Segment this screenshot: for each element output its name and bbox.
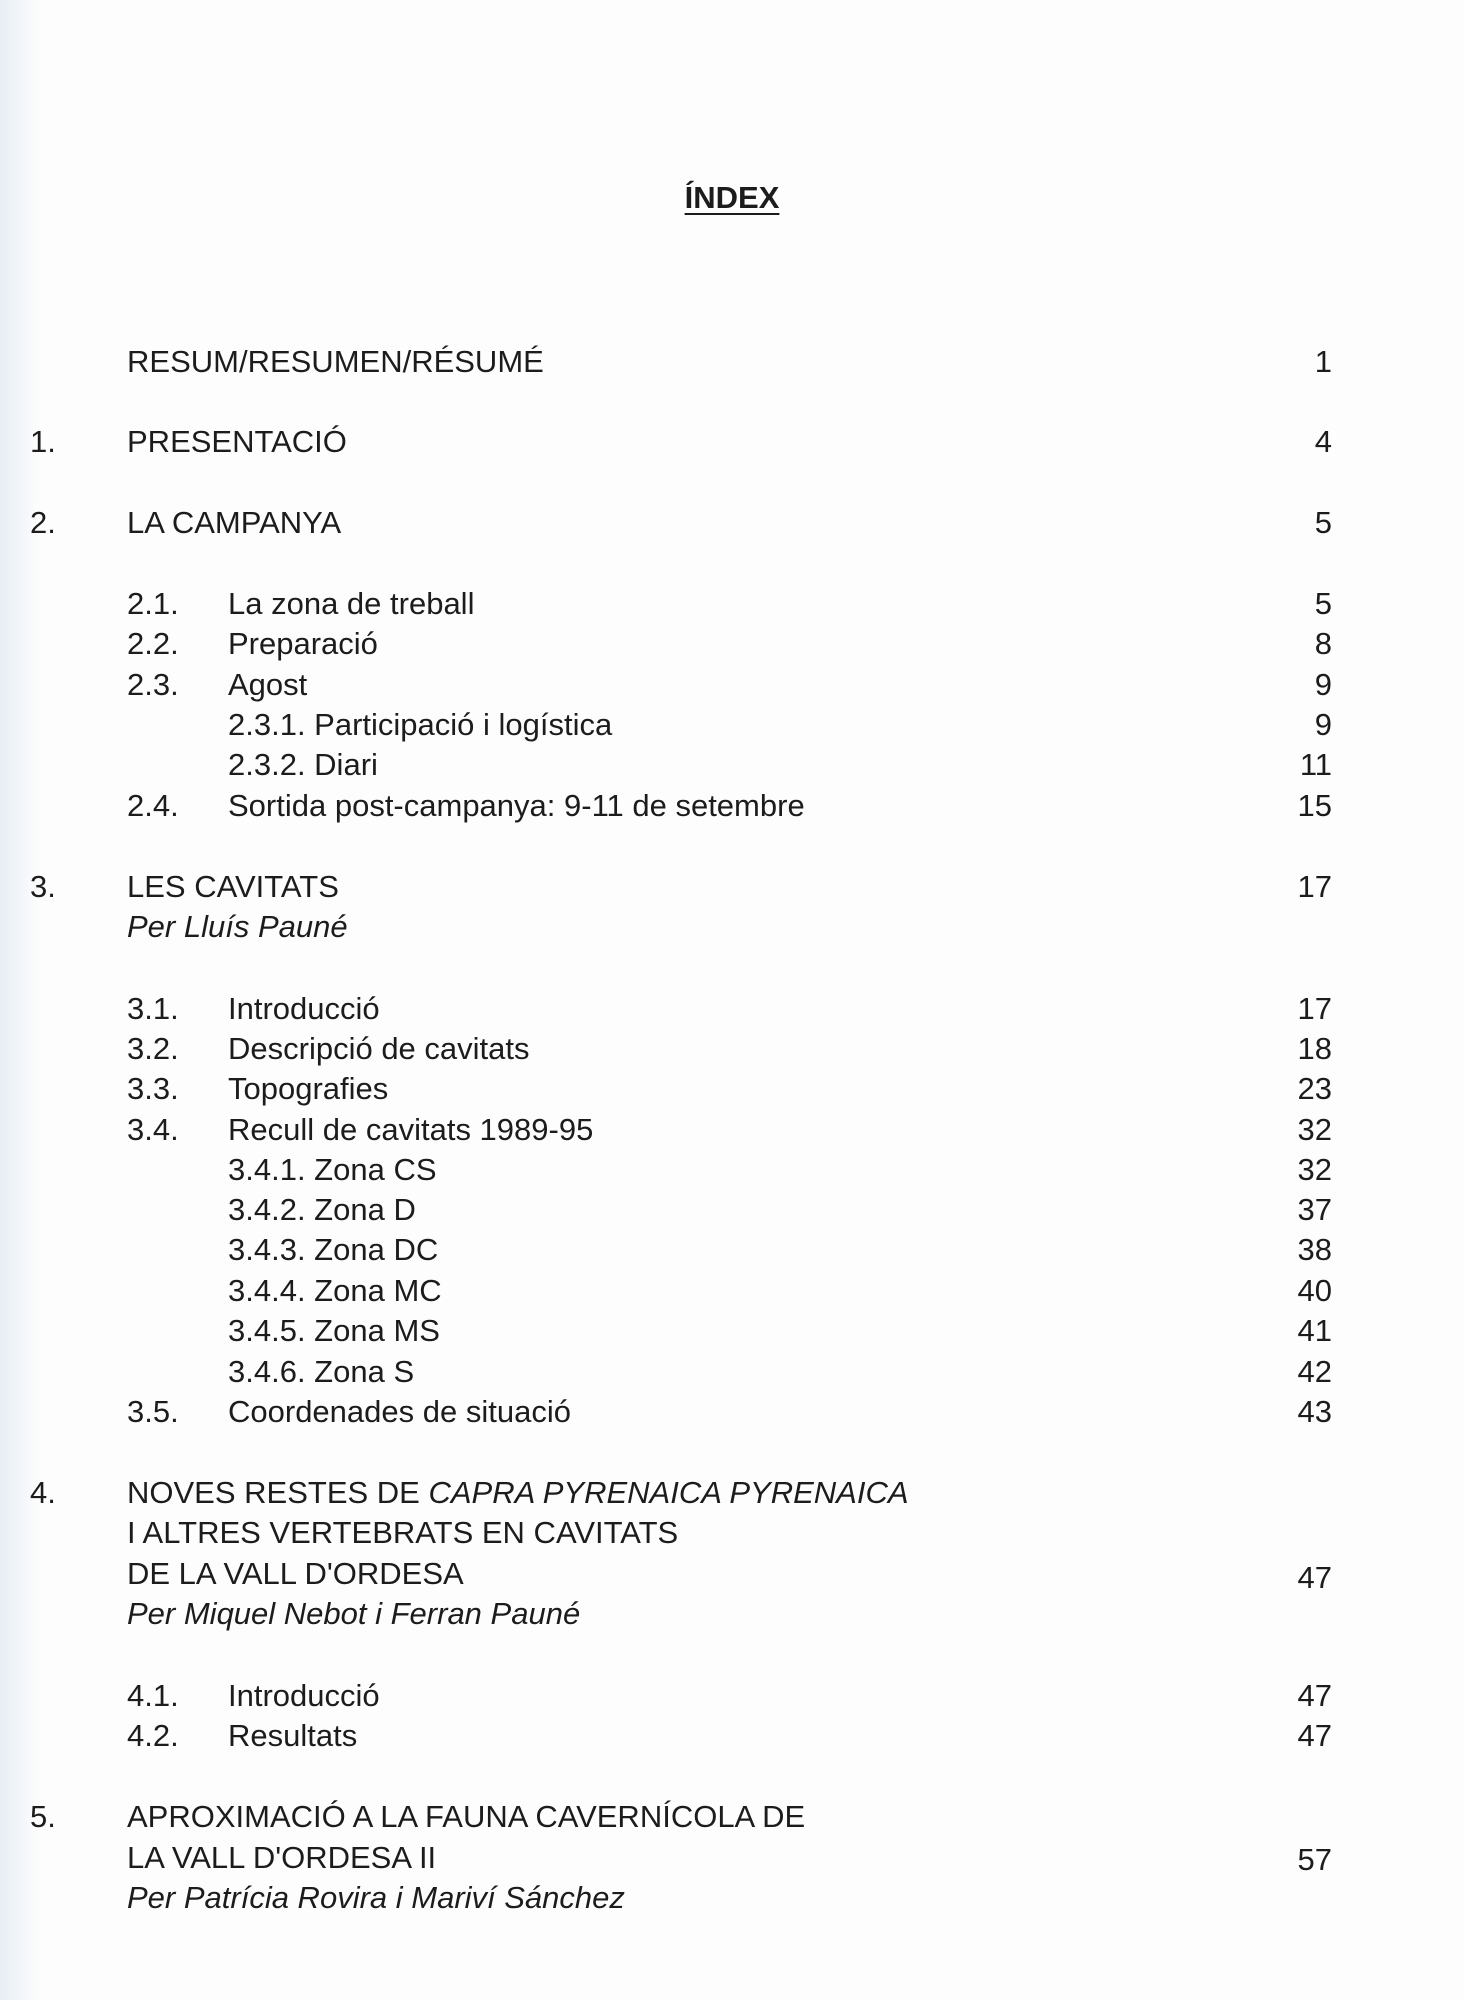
toc-page: 32 [1297, 1112, 1332, 1147]
toc-page: 8 [1314, 626, 1332, 661]
toc-subentry: Recull de cavitats 1989-95 [228, 1112, 594, 1147]
toc-page: 38 [1297, 1232, 1332, 1267]
toc-subentry: Descripció de cavitats [228, 1031, 530, 1066]
toc-entry-campanya: LA CAMPANYA [127, 505, 342, 540]
toc-subsubentry: 3.4.6. Zona S [228, 1354, 415, 1389]
toc-page: 43 [1297, 1394, 1332, 1429]
toc-subentry: Introducció [228, 1678, 380, 1713]
toc-subentry: Topografies [228, 1071, 389, 1106]
toc-subentry: Introducció [228, 991, 380, 1026]
toc-subnumber: 3.5. [127, 1394, 179, 1429]
toc-page: 41 [1297, 1313, 1332, 1348]
toc-number: 5. [30, 1799, 56, 1834]
toc-subentry: Resultats [228, 1718, 358, 1753]
toc-number: 2. [30, 505, 56, 540]
toc-number: 1. [30, 424, 56, 459]
toc-page: 40 [1297, 1273, 1332, 1308]
toc-subnumber: 2.4. [127, 788, 179, 823]
toc-subentry: Agost [228, 667, 308, 702]
page-title: ÍNDEX [684, 180, 780, 215]
toc-subnumber: 4.1. [127, 1678, 179, 1713]
toc-page: 47 [1297, 1718, 1332, 1753]
toc-author: Per Lluís Pauné [127, 909, 348, 944]
toc-entry-line: DE LA VALL D'ORDESA [127, 1556, 464, 1591]
toc-subnumber: 3.3. [127, 1071, 179, 1106]
toc-page: 5 [1314, 505, 1332, 540]
toc-number: 4. [30, 1475, 56, 1510]
toc-subsubentry: 2.3.2. Diari [228, 747, 378, 782]
toc-page: 47 [1297, 1678, 1332, 1713]
toc-subsubentry: 3.4.2. Zona D [228, 1192, 416, 1227]
toc-subentry: La zona de treball [228, 586, 475, 621]
toc-subsubentry: 2.3.1. Participació i logística [228, 707, 613, 742]
toc-page: 9 [1314, 667, 1332, 702]
toc-page-resum: 1 [1314, 344, 1332, 379]
toc-subnumber: 3.1. [127, 991, 179, 1026]
toc-page: 32 [1297, 1152, 1332, 1187]
toc-page: 15 [1297, 788, 1332, 823]
species-name: CAPRA PYRENAICA PYRENAICA [428, 1475, 909, 1510]
toc-entry-resum: RESUM/RESUMEN/RÉSUMÉ [127, 344, 544, 379]
toc-page: 23 [1297, 1071, 1332, 1106]
toc-page: 4 [1314, 424, 1332, 459]
toc-page: 37 [1297, 1192, 1332, 1227]
toc-page: 5 [1314, 586, 1332, 621]
toc-subsubentry: 3.4.3. Zona DC [228, 1232, 439, 1267]
toc-entry-text: NOVES RESTES DE [127, 1475, 429, 1510]
toc-subentry: Preparació [228, 626, 378, 661]
toc-author: Per Miquel Nebot i Ferran Pauné [127, 1596, 581, 1631]
toc-subnumber: 3.2. [127, 1031, 179, 1066]
toc-page: 11 [1299, 747, 1332, 782]
toc-subsubentry: 3.4.1. Zona CS [228, 1152, 437, 1187]
toc-page: 9 [1314, 707, 1332, 742]
toc-page: 18 [1297, 1031, 1332, 1066]
toc-entry-fauna: APROXIMACIÓ A LA FAUNA CAVERNÍCOLA DE [127, 1799, 806, 1834]
toc-entry-line: I ALTRES VERTEBRATS EN CAVITATS [127, 1515, 679, 1550]
toc-subsubentry: 3.4.5. Zona MS [228, 1313, 440, 1348]
toc-page: 17 [1297, 869, 1332, 904]
toc-subnumber: 2.2. [127, 626, 179, 661]
toc-entry-presentacio: PRESENTACIÓ [127, 424, 347, 459]
toc-subnumber: 3.4. [127, 1112, 179, 1147]
toc-subnumber: 2.1. [127, 586, 179, 621]
toc-entry-noves-restes [127, 1473, 909, 1513]
toc-page: 42 [1297, 1354, 1332, 1389]
toc-page: 17 [1297, 991, 1332, 1026]
toc-entry-cavitats: LES CAVITATS [127, 869, 339, 904]
toc-subnumber: 2.3. [127, 667, 179, 702]
toc-author: Per Patrícia Rovira i Mariví Sánchez [127, 1880, 625, 1915]
toc-subsubentry: 3.4.4. Zona MC [228, 1273, 442, 1308]
toc-number: 3. [30, 869, 56, 904]
toc-page: 47 [1297, 1560, 1332, 1595]
toc-entry-line: LA VALL D'ORDESA II [127, 1840, 437, 1875]
toc-subentry: Coordenades de situació [228, 1394, 571, 1429]
toc-subentry: Sortida post-campanya: 9-11 de setembre [228, 788, 805, 823]
page-edge-shadow [0, 0, 40, 2000]
toc-subnumber: 4.2. [127, 1718, 179, 1753]
toc-page: 57 [1297, 1842, 1332, 1877]
